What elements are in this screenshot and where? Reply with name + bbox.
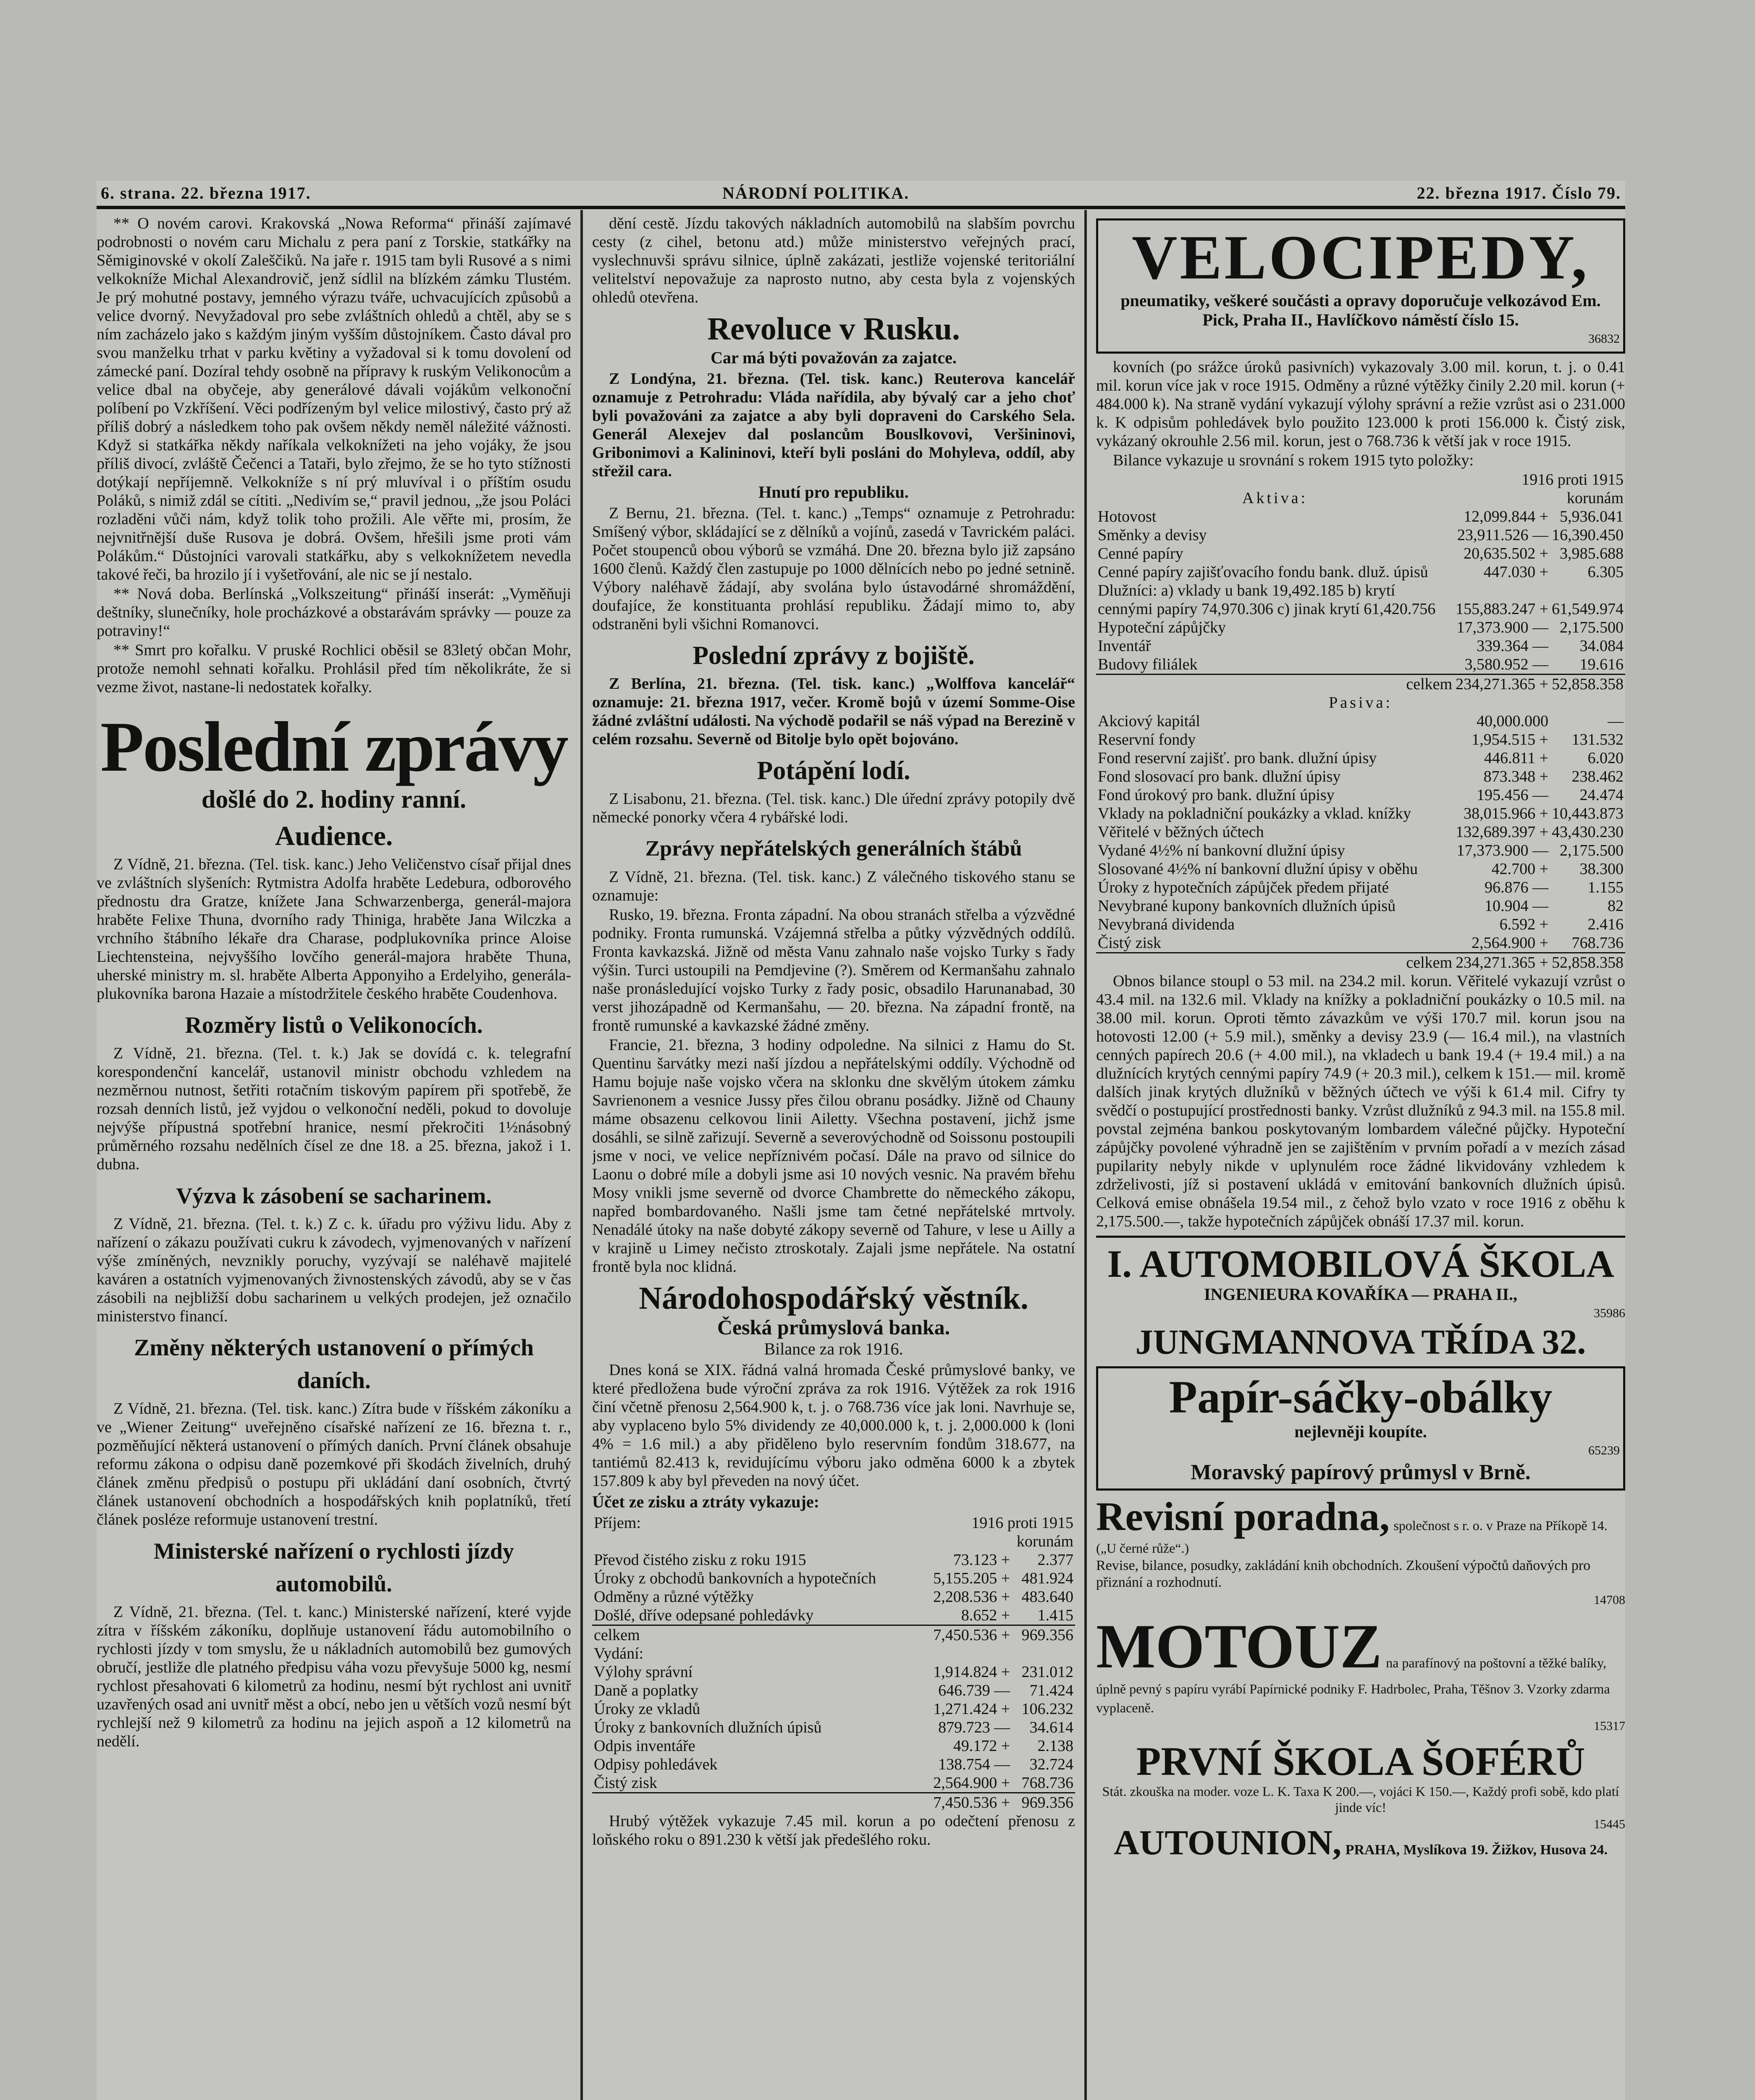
article-saccharin: Z Vídně, 21. března. (Tel. t. k.) Z c. k. úřadu pro výživu lidu. Aby z nařízení o zákazu používati cukru k závodech, vyjmenovaných v nařízení výše zmíněných, nevznikly poruchy, vyzývají se naléhavě majitelé kaváren a ostatních vyjmenovaných živnostenských závodů, aby se v čas zásobili na nejbližší dobu sacharinem u velkých prodejen, jež označilo ministerstvo financí. — [97, 1215, 571, 1325]
expense-diff-1915: 34.614 — [1029, 1719, 1073, 1736]
assets-diff-1915: 61,549.974 — [1552, 600, 1624, 618]
article-russia: Rusko, 19. března. Fronta západní. Na obou stranách střelba a výzvědné podniky. Fronta rumunská. Vzájemná střelba a půtky výzvědných oddílů. Fronta kavkazská. Jižně od města Vanu zahnalo naše vojsko Turky s řady výšin. Turci ustoupili na Pemdjevine (?). Směrem od Kermanšahu zahnalo naše pronásledující vojsko Turky z řady posic, obsadilo Harunanabad, 30 verst jihozápadně od Kermanšahu, — 20. března. Na západní frontě, na frontě rumunské a kavkazské žádné změny. — [592, 906, 1075, 1034]
liab-label: Slosované 4½% ní bankovní dlužní úpisy v oběhu — [1098, 860, 1418, 878]
subheadline-tsar: Car má býti považován za zajatce. — [711, 348, 957, 367]
ad-chauffeur-addr: PRAHA, Myslíkova 19. Žižkov, Husova 24. — [1345, 1842, 1608, 1858]
assets-label: Cenné papíry — [1098, 545, 1183, 562]
account-heading: Účet ze zisku a ztráty vykazuje: — [592, 1492, 819, 1511]
expense-label: Odpis inventáře — [594, 1737, 695, 1755]
assets-label: Budovy filiálek — [1098, 656, 1198, 673]
liab-row — [1096, 934, 1625, 953]
assets-diff-1915: 34.084 — [1579, 637, 1624, 655]
headline-sinking: Potápění lodí. — [757, 756, 910, 785]
ad-audit-number: 14708 — [1594, 1593, 1625, 1607]
ad-velocipedes-number: 36832 — [1588, 332, 1620, 346]
expense-label: Úroky z bankovních dlužních úpisů — [594, 1719, 822, 1736]
liab-diff-1915: 24.474 — [1579, 786, 1624, 804]
liab-label: Nevybraná dividenda — [1098, 916, 1235, 933]
article-continued: dění cestě. Jízdu takových nákladních automobilů na slabším povrchu cesty (z cihel, betonu atd.) může ministerstvo veřejných prací, vyslechnuvši správu silnice, úplně zakázati, jestliže vojenské teritoriální velitelství nepovažuje za naprosto nutno, aby cesta byla z vojenských ohledů otevřena. — [592, 215, 1075, 306]
expense-value-1916: 1,271.424 + — [933, 1700, 1010, 1718]
assets-diff-1915: 19.616 — [1579, 656, 1624, 673]
article-paper-size: Z Vídně, 21. března. (Tel. t. k.) Jak se dovídá c. k. telegrafní korespondenční kancelář, ustanovil ministr obchodu vzhledem na nezměrnou nutnost, šetřiti rotačním tiskovým papírem při spotřebě, že rozsah denních listů, jež vyjdou o velkonoční neděli, pokud to dovoluje nejvýše přípustná spotřební hranice, nesmí překročiti 1½násobný průměrného rozsahu nedělních čísel ze dne 18. a 25. března, jakož i 1. dubna. — [97, 1045, 571, 1173]
liab-diff-1915: 10,443.873 — [1552, 805, 1624, 822]
ad-driving-school-text: INGENIEURA KOVAŘÍKA — PRAHA II., — [1204, 1285, 1518, 1304]
ad-paper-bags-title: Papír-sáčky-obálky — [1169, 1371, 1553, 1423]
liab-row — [1096, 878, 1625, 897]
income-value-1916: 2,208.536 + — [933, 1588, 1010, 1606]
article-france: Francie, 21. března, 3 hodiny odpoledne. Na silnici z Hamu do St. Quentinu šarvátky mezi naší jízdou a nepřátelskými oddíly. Východně od Hamu bojuje naše vojsko včera na sklonku dne skvělým útokem zámku Savrienonem a vesnice Jussy přes čilou obranu posádky. Jižně od Chauny máme obsazenu celkovou linii Ailetty. Všechna postavení, jichž jsme dosáhli, se silně zařizují. Severně a severovýchodně od Soissonu postoupili jsme v noci, ve velice nepříznivém počasí. Dále na pravo od silnice do Laonu o dobré míle a dobyli jsme asi 10 nových vesnic. Na pravém břehu Mosy vnikli jsme severně od dvorce Chambrette do německého zákopu, napřed bombardovaného. Našli jsme tam četné nepřátelské mrtvoly. Nenadálé útoky na naše dobyté zákopy severně od Tahure, v lese u Ailly a v krajině u Limey nečisto ztroskotaly. Zajali jsme nepřátele. Na ostatní frontě byla noc klidná. — [592, 1036, 1075, 1276]
article-balance-intro: Bilance vykazuje u srovnání s rokem 1915 tyto položky: — [1113, 452, 1474, 469]
article-battlefield: Z Berlína, 21. března. (Tel. tisk. kanc.) „Wolffova kancelář“ oznamuje: 21. března 1917, večer. Kromě bojů v území Somme-Oise žádné zvláštní události. Na východě podařil se náš výpad na Berezině v celém rozsahu. Severně od Bitolje bylo opět bojováno. — [592, 675, 1075, 748]
expense-label: Úroky ze vkladů — [594, 1700, 700, 1718]
column-2 — [592, 214, 1075, 1850]
liab-total-1916: 234,271.365 + — [1454, 953, 1550, 972]
expense-row — [592, 1718, 1075, 1737]
liab-row — [1096, 786, 1625, 804]
article-enemy-intro: Z Vídně, 21. března. (Tel. tisk. kanc.) Z válečného tiskového stanu se oznamuje: — [592, 868, 1075, 904]
liabilities-heading: Pasiva: — [1329, 694, 1393, 711]
header-right: 22. března 1917. Číslo 79. — [1417, 184, 1621, 202]
assets-total-diff: 52,858.358 — [1550, 675, 1625, 694]
ad-twine-side: na parafínový na poštovní a těžké balíky, úplně pevný s papíru vyrábí Papírnické podniky F. Hadrboleс, Praha, Těšnov 3. Vzorky zdarma vyplaceně. — [1096, 1655, 1610, 1715]
newspaper-page — [97, 181, 1625, 2100]
ad-audit-title: Revisní poradna, — [1096, 1494, 1390, 1539]
assets-label: Dlužníci: a) vklady u bank 19,492.185 b) krytí cennými papíry 74,970.306 c) jinak krytí 61,420.756 — [1098, 582, 1436, 618]
ad-velocipedes-title: VELOCIPEDY, — [1132, 223, 1590, 292]
article-bank-cont: kovních (po srážce úroků pasivních) vykazovaly 3.00 mil. korun, t. j. o 0.41 mil. korun více jak v roce 1915. Odměny a různé výtěžky činily 2.20 mil. korun (+ 484.000 k). Na straně vydání vykazují výlohy správní a režie vzrůst asi o 231.000 k. K odpisům pohledávek bylo použito 123.000 k proti 156.000 k. Čistý zisk, vykázaný okrouhle 2.56 mil. korun, jest o 768.736 k větší jak v roce 1915. — [1096, 358, 1625, 450]
liab-diff-1915: 82 — [1608, 897, 1624, 915]
column-3 — [1096, 214, 1625, 1864]
expense-row — [592, 1774, 1075, 1793]
liab-diff-1915: 238.462 — [1571, 768, 1624, 785]
income-total-1916: 7,450.536 + — [920, 1625, 1012, 1645]
ad-audit-side: společnost s r. o. v Praze na Příkopě 14. („U černé růže“.) — [1096, 1518, 1608, 1556]
ad-audit — [1096, 1495, 1625, 1609]
liab-value-1916: 38,015.966 + — [1464, 805, 1548, 822]
liab-value-1916: 40,000.000 — [1477, 712, 1548, 730]
liab-value-1916: 132,689.397 + — [1456, 823, 1548, 841]
expense-heading: Vydání: — [594, 1645, 644, 1662]
assets-diff-1915: 5,936.041 — [1560, 508, 1624, 525]
ad-paper-bags-number: 65239 — [1588, 1444, 1620, 1457]
assets-value-1916: 339.364 — — [1477, 637, 1548, 655]
income-label: Došlé, dříve odepsané pohledávky — [594, 1606, 814, 1624]
expense-row — [592, 1700, 1075, 1718]
article-balance-sum: Obnos bilance stoupl o 53 mil. na 234.2 mil. korun. Věřitelé vykazují vzrůst o 43.4 mil. na 132.6 mil. Vklady na knížky a pokladniční poukázky o 10.5 mil. na 38.00 mil. korun. Oproti těmto závazkům ve výši 170.7 mil. korun jsou na hotovosti 12.00 (+ 5.9 mil.), směnky a devisy 23.9 (— 16.4 mil.), na vlastních cenných papírech 20.6 (+ 4.00 mil.), na vkladech u bank 19.4 (+ 19.4 mil.) a na dlužnících krytých cennými papíry 74.9 (+ 20.3 mil.), celkem k 151.— mil. kromě dalších jinak krytých dlužníků v běžných účtech ve výši k 61.4 mil. Cifry ty svědčí o postupující prostřednosti banky. Vzrůst dlužníků z 94.3 mil. na 155.8 mil. povstal zejména bankou poskytovaným lombardem válečné půjčky. Hypoteční zápůjčky povolené výhradně jen se zajištěním v prvním pořadí a v mezích zásad pupilarity nebyly nikde v uplynulém roce žádné likvidovány vzhledem k zdrželivosti, jíž si postavení ukládá v emitování bankovních dlužních úpisů. Celková emise obnášela 19.54 mil., z čehož bylo vzato v roce 1916 z oběhu k 2,175.500.—, takže hypotečních zápůjček obnáší 17.37 mil. korun. — [1096, 972, 1625, 1230]
liab-label: Věřitelé v běžných účtech — [1098, 823, 1264, 841]
ad-twine — [1096, 1614, 1625, 1735]
headline-taxes: Změny některých ustanovení o přímých daních. — [134, 1335, 534, 1394]
income-label: Úroky z obchodů bankovních a hypotečních — [594, 1570, 876, 1587]
assets-heading: Aktiva: — [1242, 489, 1308, 507]
ad-chauffeur-school — [1096, 1739, 1625, 1862]
years-header: 1916 proti 1915 — [971, 1514, 1073, 1532]
income-value-1916: 8.652 + — [961, 1606, 1010, 1624]
ad-chauffeur-title: PRVNÍ ŠKOLA ŠOFÉRŮ — [1136, 1739, 1585, 1784]
expense-value-1916: 1,914.824 + — [933, 1663, 1010, 1681]
assets-value-1916: 23,911.526 — — [1457, 526, 1548, 544]
assets-label: Směnky a devisy — [1098, 526, 1207, 544]
header-title: NÁRODNÍ POLITIKA. — [722, 184, 910, 202]
assets-diff-1915: 16,390.450 — [1552, 526, 1624, 544]
ad-driving-school-number: 35986 — [1594, 1306, 1625, 1320]
assets-label: Hypoteční zápůjčky — [1098, 619, 1226, 636]
liab-value-1916: 17,373.900 — — [1456, 842, 1548, 859]
income-diff-1915: 483.640 — [1021, 1588, 1073, 1606]
assets-row — [1096, 544, 1625, 563]
expense-diff-1915: 768.736 — [1021, 1774, 1073, 1792]
article-revolution-bern: Z Bernu, 21. března. (Tel. t. kanc.) „Temps“ oznamuje z Petrohradu: Smíšený výbor, skládající se z dělníků a vojínů, zasedá v Tavrickém paláci. Počet stoupenců obou výborů se vzmáhá. Dne 20. března bylo již zapsáno 1600 členů. Každý člen zastupuje po 1000 dělnících nebo po jedné setnině. Výbory naléhavě žádají, aby svolána bylo ústavodárné shromáždění, doufajíce, že konstituanta prohlásí republiku. Žádají mimo to, aby odstraněni byli všichni Romanovci. — [592, 504, 1075, 633]
headline-enemy-staffs: Zprávy nepřátelských generálních štábů — [645, 837, 1022, 861]
liab-label: Čistý zisk — [1098, 934, 1161, 952]
assets-row — [1096, 507, 1625, 526]
ad-velocipedes — [1096, 218, 1625, 354]
assets-row — [1096, 581, 1625, 618]
income-row — [592, 1551, 1075, 1569]
balance-unit: korunám — [1566, 489, 1624, 507]
assets-row — [1096, 655, 1625, 675]
assets-value-1916: 12,099.844 + — [1464, 508, 1548, 525]
unit-label: korunám — [1016, 1533, 1073, 1550]
liab-total-label: celkem — [1096, 953, 1454, 972]
liab-row — [1096, 804, 1625, 823]
assets-value-1916: 20,635.502 + — [1464, 545, 1548, 562]
expense-diff-1915: 2.138 — [1037, 1737, 1073, 1755]
ad-audit-line: Revise, bilance, posudky, zakládání knih obchodních. Zkoušení výpočtů daňových pro přiznání a rozhodnutí. — [1096, 1558, 1591, 1590]
column-divider — [580, 210, 583, 2100]
liab-row — [1096, 823, 1625, 841]
balance-table — [1096, 470, 1625, 972]
expense-row — [592, 1755, 1075, 1774]
assets-value-1916: 447.030 + — [1483, 563, 1548, 581]
article-taxes: Z Vídně, 21. března. (Tel. tisk. kanc.) Zítra bude v říšském zákoníku a ve „Wiener Zeitung“ uveřejněno císařské nařízení ze 16. března t. r., pozměňující některá ustanovení o přímých daních. První článek obsahuje reformu zákona o odpisu daně pozemkové při škodách živelních, druhý článek změnu předpisů o postupu při ukládání daní osobních, čtvrtý článek ustanovení obchodních a hospodářských knih poplatníků, třetí článek posléze reformuje ustanovení trestní. — [97, 1400, 571, 1528]
ad-chauffeur-number: 15445 — [1594, 1817, 1625, 1831]
assets-row — [1096, 618, 1625, 637]
expense-value-1916: 879.723 — — [938, 1719, 1010, 1736]
liab-value-1916: 1,954.515 + — [1472, 731, 1548, 748]
article-speed: Z Vídně, 21. března. (Tel. t. kanc.) Ministerské nařízení, které vyjde zítra v říšském zákoníku, doplňuje ustanovení řádu automobilního o rychlosti jízdy v tom smyslu, že u nákladních automobilů bez gumových obručí, jestliže dle platného předpisu váha vozu převyšuje 5000 kg, nesmí rychlost přesahovati 6 kilometrů za hodinu, nesmí být rychlost ani uvnitř uzavřených osad ani uvnitř měst a obcí, nebo jen u větších vozů nesmí být rychlejší než 9 kilometrů za hodinu na jejich aspoň a 12 kilometrů na nedělí. — [97, 1603, 571, 1750]
income-total-label: celkem — [592, 1625, 920, 1645]
income-diff-1915: 2.377 — [1037, 1551, 1073, 1569]
ad-paper-bags-line2: Moravský papírový průmysl v Brně. — [1191, 1460, 1531, 1484]
assets-value-1916: 155,883.247 + — [1456, 600, 1548, 618]
assets-row — [1096, 637, 1625, 655]
expense-label: Výlohy správní — [594, 1663, 693, 1681]
ad-driving-school — [1096, 1243, 1625, 1362]
expense-label: Daně a poplatky — [594, 1682, 699, 1699]
section-subtitle: došlé do 2. hodiny ranní. — [201, 785, 467, 813]
assets-value-1916: 3,580.952 — — [1464, 656, 1548, 673]
liab-label: Fond slosovací pro bank. dlužní úpisy — [1098, 768, 1341, 785]
liab-row — [1096, 767, 1625, 786]
income-row — [592, 1569, 1075, 1588]
expense-value-1916: 49.172 + — [953, 1737, 1010, 1755]
ad-twine-title: MOTOUZ — [1096, 1612, 1382, 1681]
expense-row — [592, 1681, 1075, 1700]
liab-diff-1915: — — [1608, 712, 1624, 730]
column-1 — [97, 214, 571, 1751]
liab-value-1916: 195.456 — — [1477, 786, 1548, 804]
ad-chauffeur-text: Stát. zkouška na moder. voze L. K. Taxa K 200.—, vojáci K 150.—, Každý profi sobě, kdo platí jinde víc! — [1102, 1784, 1619, 1815]
income-total-diff: 969.356 — [1012, 1625, 1075, 1645]
liab-diff-1915: 131.532 — [1571, 731, 1624, 748]
liab-row — [1096, 749, 1625, 767]
income-heading: Příjem: — [594, 1514, 641, 1532]
assets-diff-1915: 6.305 — [1587, 563, 1624, 581]
expense-diff-1915: 106.232 — [1021, 1700, 1073, 1718]
assets-value-1916: 17,373.900 — — [1456, 619, 1548, 636]
assets-row — [1096, 526, 1625, 544]
expense-diff-1915: 32.724 — [1029, 1756, 1073, 1773]
article-sinking: Z Lisabonu, 21. března. (Tel. tisk. kanc.) Dle úřední zprávy potopily dvě německé ponorky včera 4 rybářské lodi. — [592, 790, 1075, 826]
liab-row — [1096, 860, 1625, 878]
income-label: Převod čistého zisku z roku 1915 — [594, 1551, 806, 1569]
ad-paper-bags-line1: nejlevněji koupíte. — [1294, 1422, 1427, 1441]
expense-diff-1915: 231.012 — [1021, 1663, 1073, 1681]
income-diff-1915: 481.924 — [1021, 1570, 1073, 1587]
headline-speed: Ministerské nařízení o rychlosti jízdy automobilů. — [154, 1538, 514, 1596]
article-gross-yield: Hrubý výtěžek vykazuje 7.45 mil. korun a po odečtení přenosu z loňského roku o 891.230 k větší jak předešlého roku. — [592, 1812, 1075, 1848]
liab-value-1916: 873.348 + — [1483, 768, 1548, 785]
ad-driving-school-street: JUNGMANNOVA TŘÍDA 32. — [1135, 1323, 1586, 1362]
headline-saccharin: Výzva k zásobení se sacharinem. — [176, 1183, 492, 1208]
assets-label: Hotovost — [1098, 508, 1157, 525]
headline-paper-size: Rozměry listů o Velikonocích. — [185, 1012, 483, 1038]
liab-row — [1096, 897, 1625, 915]
article-new-era: ** Nová doba. Berlínská „Volkszeitung“ přináší inserát: „Vyměňuji deštníky, slunečníky, hole procházkové a obstarávám správky — pouze za potraviny!“ — [97, 585, 571, 640]
page-header — [97, 181, 1625, 209]
assets-label: Inventář — [1098, 637, 1151, 655]
liab-value-1916: 446.811 + — [1484, 749, 1548, 767]
liab-diff-1915: 2.416 — [1587, 916, 1624, 933]
article-death: ** Smrt pro kořalku. V pruské Rochlici oběsil se 83letý občan Mohr, protože nemohl sehnati kořalku. Prohlásil před tím několikráte, že si vezme život, nastane-li nedostatek kořalky. — [97, 641, 571, 696]
income-row — [592, 1606, 1075, 1625]
ad-driving-school-title: I. AUTOMOBILOVÁ ŠKOLA — [1107, 1242, 1614, 1285]
liab-label: Vklady na pokladniční poukázky a vklad. knížky — [1098, 805, 1411, 822]
liab-diff-1915: 768.736 — [1571, 934, 1624, 952]
assets-total-1916: 234,271.365 + — [1454, 675, 1550, 694]
ad-chauffeur-name: AUTOUNION, — [1113, 1823, 1342, 1862]
expense-label: Odpisy pohledávek — [594, 1756, 718, 1773]
headline-battlefield: Poslední zprávy z bojiště. — [693, 641, 975, 670]
section-title-latest-news: Poslední zprávy — [100, 707, 567, 786]
liab-value-1916: 42.700 + — [1491, 860, 1548, 878]
header-left: 6. strana. 22. března 1917. — [101, 184, 311, 202]
income-row — [592, 1588, 1075, 1606]
balance-years: 1916 proti 1915 — [1522, 471, 1624, 488]
liab-row — [1096, 841, 1625, 860]
article-revolution-london: Z Londýna, 21. března. (Tel. tisk. kanc.) Reuterova kancelář oznamuje z Petrohradu: Vláda nařídila, aby bývalý car a jeho choť byli považováni za zajatce a aby byli dopraveni do Carského Sela. Generál Alexejev dal poslancům Bouslkovovi, Veršininovi, Gribonimovi a Kalininovi, kteří byli posláni do Mohyleva, oddíl, aby střežil cara. — [592, 370, 1075, 480]
income-value-1916: 5,155.205 + — [933, 1570, 1010, 1587]
article-new-tsar: ** O novém carovi. Krakovská „Nowa Reforma“ přináší zajímavé podrobnosti o novém caru Michalu z pera paní z Torskie, statkářky na Sěmiginovské v okolí Zaleščiků. Na jaře r. 1915 tam byli Rusové a s nimi velkokníže Michal Alexandrovič, jenž sídlil na blízkém zámku Tlustém. Je prý mohutné postavy, jemného výrazu tváře, uchvacujících způsobů a velice dvorný. Nevyžadoval pro sebe zvláštních ohledů a chtěl, aby se s ním zacházelo jako s každým jiným vyšším důstojníkem. Často dával pro svou manželku trhat v parku květiny a vyžadoval si k tomu dovolení od zámecké paní. Dozíral tehdy osobně na přípravy k ruským Velikonocům a velice dbal na obyčeje, aby generálové dávali vojákům velkonoční políbení po Vzkříšení. Věci podřízeným byl velice milostivý, často prý až příliš dobrý a následkem toho pak ovšem někdy neměl náležité vážnosti. Když si statkářka někdy naříkala velkoknížeti na jeho vojáky, že jsou příliš divocí, zvláště Čečenci a Tataři, bylo zřejmo, že se ho tyto stížnosti dotýkají nepříjemně. Velkokníže s ní prý mluvíval i o příštím osudu Poláků, s nimiž zdál se cítiti. „Nedivím se,“ pravil jednou, „že jsou Poláci rozladěni vůči nám, když tolik toho prožili. Ale věřte mi, prosím, že nejvnitřnější duše Rusova je dobrá. Ovšem, hřešili jsme proti vám Polákům.“ Důstojníci varovali statkářku, aby s velkoknížetem nevedla takové řeči, ba hrozilo jí i vyšetřování, ale nic se jí nestalo. — [97, 215, 571, 583]
income-label: Odměny a různé výtěžky — [594, 1588, 754, 1606]
ad-paper-bags — [1096, 1366, 1625, 1491]
subheadline-balance: Bilance za rok 1916. — [764, 1339, 903, 1358]
liab-value-1916: 96.876 — — [1485, 879, 1548, 896]
income-table — [592, 1514, 1075, 1812]
liab-diff-1915: 6.020 — [1587, 749, 1624, 767]
liab-diff-1915: 38.300 — [1579, 860, 1624, 878]
liab-label: Akciový kapitál — [1098, 712, 1200, 730]
income-diff-1915: 1.415 — [1037, 1606, 1073, 1624]
headline-economy: Národohospodářský věstník. — [639, 1281, 1028, 1316]
expense-total-label — [592, 1793, 920, 1812]
assets-label: Cenné papíry zajišťovacího fondu bank. dluž. úpisů — [1098, 563, 1428, 581]
liab-label: Úroky z hypotečních zápůjček předem přijaté — [1098, 879, 1389, 896]
liab-label: Vydané 4½% ní bankovní dlužní úpisy — [1098, 842, 1345, 859]
liab-row — [1096, 915, 1625, 934]
article-audience: Z Vídně, 21. března. (Tel. tisk. kanc.) Jeho Veličenstvo císař přijal dnes ve zvláštních slyšeních: Rytmistra Adolfa hraběte Ledebura, odborového přednostu dra Gratze, knížete Jana Schwarzenberga, generál-majora hraběte Felixe Thuna, dvorního rady Thiniga, hraběte Jana Wilczka a vrchního štábního lékaře dra Charase, podplukovníka prince Aloise Liechtensteina, nejvyššího lovčího generál-majora hraběte Thuna, uherské ministry m. sl. hraběte Alberta Apponyiho a Erdelyiho, generála-plukovníka barona Hazaie a místodržitele českého hraběte Coudenhova. — [97, 856, 571, 1003]
assets-row — [1096, 563, 1625, 581]
expense-total-diff: 969.356 — [1012, 1793, 1075, 1812]
ad-velocipedes-text: pneumatiky, veškeré součásti a opravy doporučuje velkozávod Em. Pick, Praha II., Havlíčkovo náměstí číslo 15. — [1120, 291, 1601, 329]
expense-diff-1915: 71.424 — [1029, 1682, 1073, 1699]
liab-label: Nevybrané kupony bankovních dlužních úpisů — [1098, 897, 1396, 915]
ad-twine-number: 15317 — [1594, 1719, 1625, 1733]
expense-row — [592, 1663, 1075, 1681]
liab-diff-1915: 1.155 — [1587, 879, 1624, 896]
headline-revolution: Revoluce v Rusku. — [707, 311, 960, 346]
liab-total-diff: 52,858.358 — [1550, 953, 1625, 972]
assets-total-label: celkem — [1096, 675, 1454, 694]
expense-value-1916: 646.739 — — [938, 1682, 1010, 1699]
column-divider — [1084, 210, 1087, 2100]
liab-value-1916: 2,564.900 + — [1472, 934, 1548, 952]
assets-diff-1915: 3,985.688 — [1560, 545, 1624, 562]
expense-label: Čistý zisk — [594, 1774, 657, 1792]
liab-value-1916: 6.592 + — [1499, 916, 1548, 933]
liab-row — [1096, 730, 1625, 749]
expense-row — [592, 1737, 1075, 1755]
liab-diff-1915: 2,175.500 — [1560, 842, 1624, 859]
liab-diff-1915: 43,430.230 — [1552, 823, 1624, 841]
liab-label: Reservní fondy — [1098, 731, 1196, 748]
divider — [1096, 1236, 1625, 1238]
article-bank: Dnes koná se XIX. řádná valná hromada České průmyslové banky, ve které předložena bude výroční zpráva za rok 1916. Výtěžek za rok 1916 činí včetně přenosu 2,564.900 k, t. j. o 768.736 více jak loni. Navrhuje se, aby vyplaceno bylo 5% dividendy ze 40,000.000 k, t. j. 2,000.000 k (loni 4% = 1.6 mil.) a aby přiděleno bylo reservním fondům 318.677, na tantiémů 82.413 k, revidujícímu výboru jako odměna 6000 k a zbytek 157.809 k aby byl převeden na nový účet. — [592, 1361, 1075, 1490]
expense-value-1916: 138.754 — — [938, 1756, 1010, 1773]
liab-label: Fond reservní zajišť. pro bank. dlužní úpisy — [1098, 749, 1377, 767]
subheadline-republic: Hnutí pro republiku. — [758, 483, 909, 501]
expense-total-1916: 7,450.536 + — [920, 1793, 1012, 1812]
income-value-1916: 73.123 + — [953, 1551, 1010, 1569]
liab-row — [1096, 712, 1625, 730]
subheadline-bank: Česká průmyslová banka. — [717, 1315, 950, 1339]
headline-audience: Audience. — [275, 821, 393, 851]
assets-diff-1915: 2,175.500 — [1560, 619, 1624, 636]
liab-value-1916: 10.904 — — [1485, 897, 1548, 915]
expense-value-1916: 2,564.900 + — [933, 1774, 1010, 1792]
liab-label: Fond úrokový pro bank. dlužní úpisy — [1098, 786, 1335, 804]
